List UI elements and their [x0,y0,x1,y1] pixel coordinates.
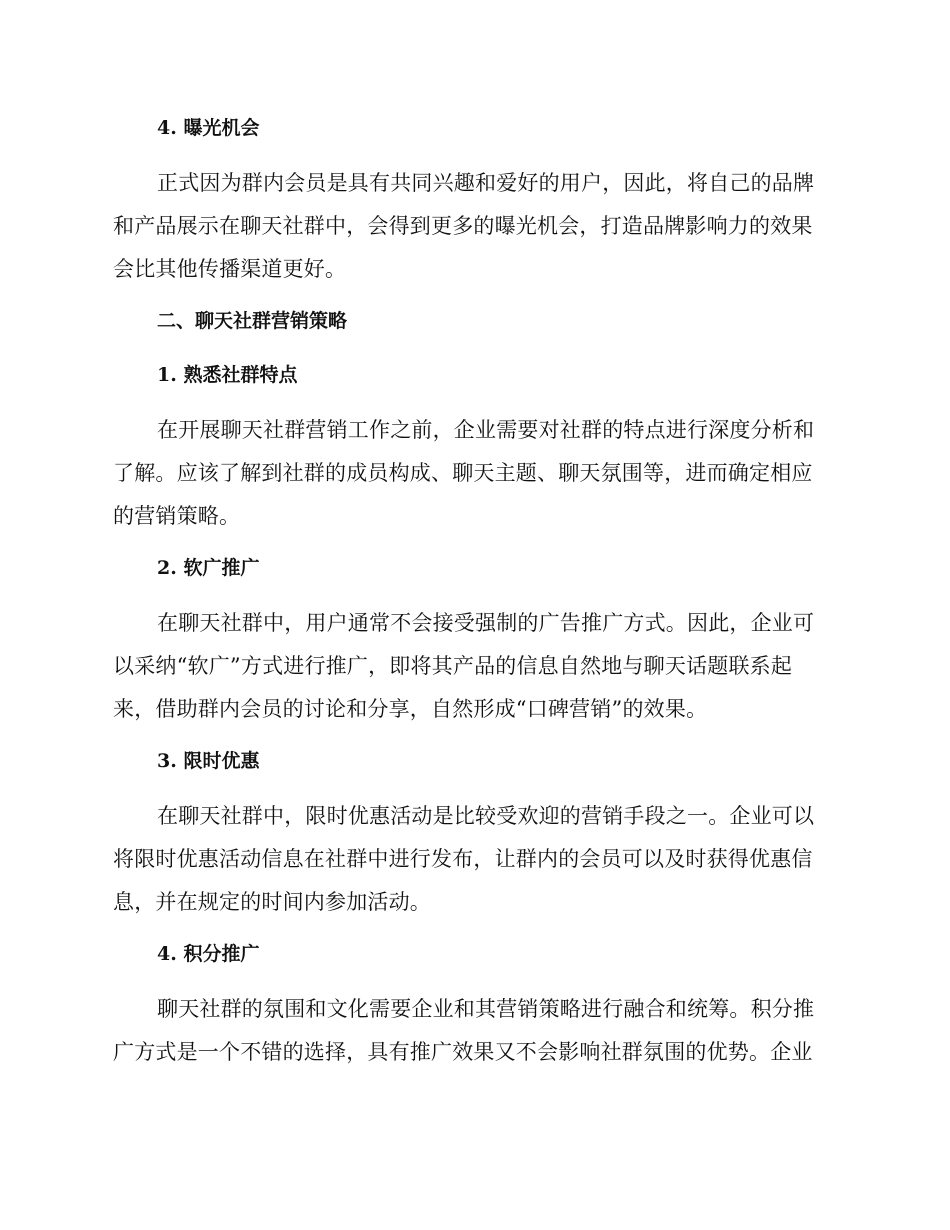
section-heading-soft-ads: 2. 软广推广 [157,557,260,579]
paragraph-line: 会比其他传播渠道更好。 [113,257,347,281]
chapter-heading-strategy: 二、聊天社群营销策略 [157,310,348,332]
paragraph-line: 聊天社群的氛围和文化需要企业和其营销策略进行融合和统筹。积分推 [157,997,815,1021]
section-heading-limited-offer: 3. 限时优惠 [157,750,260,772]
paragraph-points [113,988,833,1074]
paragraph-line: 在聊天社群中，限时优惠活动是比较受欢迎的营销手段之一。企业可以 [157,804,815,828]
paragraph-line: 以采纳“软广”方式进行推广，即将其产品的信息自然地与聊天话题联系起 [113,654,793,678]
paragraph-line: 息，并在规定的时间内参加活动。 [113,890,431,914]
paragraph-line: 的营销策略。 [113,504,241,528]
paragraph-line: 正式因为群内会员是具有共同兴趣和爱好的用户，因此，将自己的品牌 [157,171,815,195]
paragraph-limited-offer [113,795,833,924]
paragraph-line: 和产品展示在聊天社群中，会得到更多的曝光机会，打造品牌影响力的效果 [113,214,813,238]
document-content [113,108,833,1084]
paragraph-line: 广方式是一个不错的选择，具有推广效果又不会影响社群氛围的优势。企业 [113,1040,813,1064]
section-heading-exposure: 4. 曝光机会 [157,117,260,139]
section-heading-points: 4. 积分推广 [157,943,260,965]
paragraph-line: 在开展聊天社群营销工作之前，企业需要对社群的特点进行深度分析和 [157,418,815,442]
paragraph-line: 将限时优惠活动信息在社群中进行发布，让群内的会员可以及时获得优惠信 [113,847,813,871]
paragraph-line: 了解。应该了解到社群的成员构成、聊天主题、聊天氛围等，进而确定相应 [113,461,813,485]
paragraph-exposure [113,162,833,291]
paragraph-know-community [113,409,833,538]
paragraph-line: 来，借助群内会员的讨论和分享，自然形成“口碑营销”的效果。 [113,697,708,721]
section-heading-know-community: 1. 熟悉社群特点 [157,364,298,386]
paragraph-line: 在聊天社群中，用户通常不会接受强制的广告推广方式。因此，企业可 [157,611,815,635]
paragraph-soft-ads [113,602,833,731]
